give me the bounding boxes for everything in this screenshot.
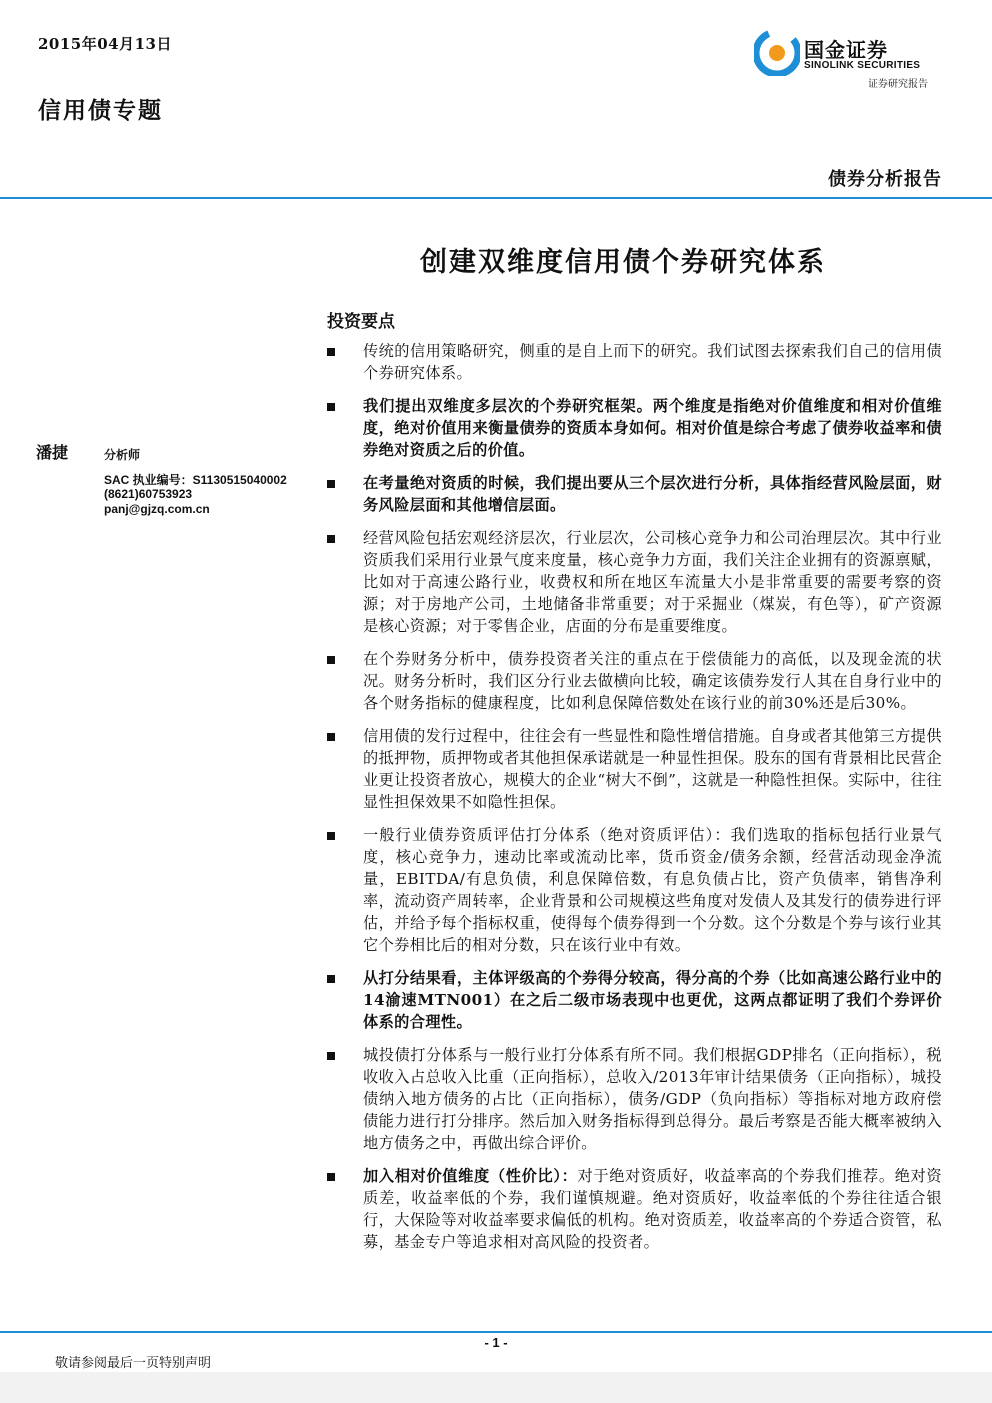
- square-bullet-icon: [327, 403, 335, 411]
- bullet-lead: 加入相对价值维度（性价比）：: [363, 1167, 578, 1185]
- bullet-text: 传统的信用策略研究，侧重的是自上而下的研究。我们试图去探索我们自己的信用债个券研究体系。: [363, 342, 942, 382]
- report-type: 债券分析报告: [828, 169, 942, 190]
- square-bullet-icon: [327, 656, 335, 664]
- key-points-list: [327, 340, 942, 1264]
- square-bullet-icon: [327, 733, 335, 741]
- square-bullet-icon: [327, 480, 335, 488]
- square-bullet-icon: [327, 535, 335, 543]
- square-bullet-icon: [327, 832, 335, 840]
- list-item: [327, 395, 942, 461]
- list-item: [327, 967, 942, 1033]
- analyst-phone: (8621)60753923: [104, 487, 193, 501]
- list-item: [327, 1044, 942, 1154]
- footer-divider: [0, 1331, 992, 1333]
- square-bullet-icon: [327, 975, 335, 983]
- page-title: 创建双维度信用债个券研究体系: [420, 247, 826, 278]
- section-title: 投资要点: [327, 312, 395, 332]
- logo-name-cn: 国金证券: [804, 38, 888, 62]
- bullet-text: 信用债的发行过程中，往往会有一些显性和隐性增信措施。自身或者其他第三方提供的抵押物，质押物或者其他担保承诺就是一种显性担保。股东的国有背景相比民营企业更让投资者放心，规模大的企业“树大不倒”，这就是一种隐性担保。实际中，往往显性担保效果不如隐性担保。: [363, 727, 942, 811]
- sinolink-logo-icon: [754, 30, 800, 76]
- list-item: [327, 824, 942, 956]
- square-bullet-icon: [327, 1052, 335, 1060]
- report-date: 2015年04月13日: [38, 35, 172, 53]
- footer-band: [0, 1372, 992, 1403]
- list-item: [327, 340, 942, 384]
- list-item: [327, 1165, 942, 1253]
- bullet-text: 对于绝对资质好，收益率高的个券我们推荐。绝对资质差，收益率低的个券，我们谨慎规避。绝对资质好，收益率低的个券往往适合银行，大保险等对收益率要求偏低的机构。绝对资质差，收益率高的个券适合资管，私募，基金专户等追求相对高风险的投资者。: [363, 1167, 943, 1251]
- page-number: - 1 -: [484, 1335, 508, 1350]
- list-item: [327, 527, 942, 637]
- bullet-text: 在个券财务分析中，债券投资者关注的重点在于偿债能力的高低，以及现金流的状况。财务分析时，我们区分行业去做横向比较，确定该债券发行人其在自身行业中的各个财务指标的健康程度，比如利息保障倍数处在该行业的前30%还是后30%。: [363, 650, 942, 712]
- bullet-text: 城投债打分体系与一般行业打分体系有所不同。我们根据GDP排名（正向指标），税收收入占总收入比重（正向指标），总收入/2013年审计结果债务（正向指标），城投债纳入地方债务的占比（正向指标），债务/GDP（负向指标）等指标对地方政府偿债能力进行打分排序。然后加入财务指标得到总得分。最后考察是否能大概率被纳入地方债务之中，再做出综合评价。: [363, 1046, 942, 1152]
- list-item: [327, 648, 942, 714]
- bullet-text: 经营风险包括宏观经济层次，行业层次，公司核心竞争力和公司治理层次。其中行业资质我们采用行业景气度来度量，核心竞争力方面，我们关注企业拥有的资源禀赋，比如对于高速公路行业，收费权和所在地区车流量大小是非常重要的需要考察的资源；对于房地产公司，土地储备非常重要；对于采掘业（煤炭，有色等），矿产资源是核心资源；对于零售企业，店面的分布是重要维度。: [363, 529, 942, 635]
- bullet-text: 我们提出双维度多层次的个券研究框架。两个维度是指绝对价值维度和相对价值维度，绝对价值用来衡量债券的资质本身如何。相对价值是综合考虑了债券收益率和债券绝对资质之后的价值。: [363, 397, 942, 459]
- list-item: [327, 725, 942, 813]
- analyst-email[interactable]: panj@gjzq.com.cn: [104, 502, 210, 516]
- report-series: 信用债专题: [38, 97, 163, 124]
- bullet-text: 从打分结果看，主体评级高的个券得分较高，得分高的个券（比如高速公路行业中的14渝速MTN001）在之后二级市场表现中也更优，这两点都证明了我们个券评价体系的合理性。: [363, 969, 942, 1031]
- header-divider: [0, 197, 992, 199]
- bullet-text: 一般行业债券资质评估打分体系（绝对资质评估）：我们选取的指标包括行业景气度，核心竞争力，速动比率或流动比率，货币资金/债务余额，经营活动现金净流量，EBITDA/有息负债，利息保障倍数，有息负债占比，资产负债率，销售净利率，流动资产周转率，企业背景和公司规模这些角度对发债人及其发行的债券进行评估，并给予每个指标权重，使得每个债券得到一个分数。这个分数是个券与该行业其它个券相比后的相对分数，只在该行业中有效。: [363, 826, 942, 954]
- bullet-text: 在考量绝对资质的时候，我们提出要从三个层次进行分析，具体指经营风险层面，财务风险层面和其他增信层面。: [363, 474, 942, 514]
- square-bullet-icon: [327, 348, 335, 356]
- list-item: [327, 472, 942, 516]
- analyst-sac-number: SAC 执业编号：S1130515040002: [104, 473, 287, 487]
- logo-name-en: SINOLINK SECURITIES: [804, 60, 921, 71]
- logo-subtitle: 证券研究报告: [868, 79, 928, 90]
- analyst-name: 潘捷: [36, 443, 69, 462]
- company-logo: [752, 30, 952, 90]
- footer-disclaimer: 敬请参阅最后一页特别声明: [55, 1356, 212, 1371]
- square-bullet-icon: [327, 1173, 335, 1181]
- analyst-role: 分析师: [104, 448, 141, 462]
